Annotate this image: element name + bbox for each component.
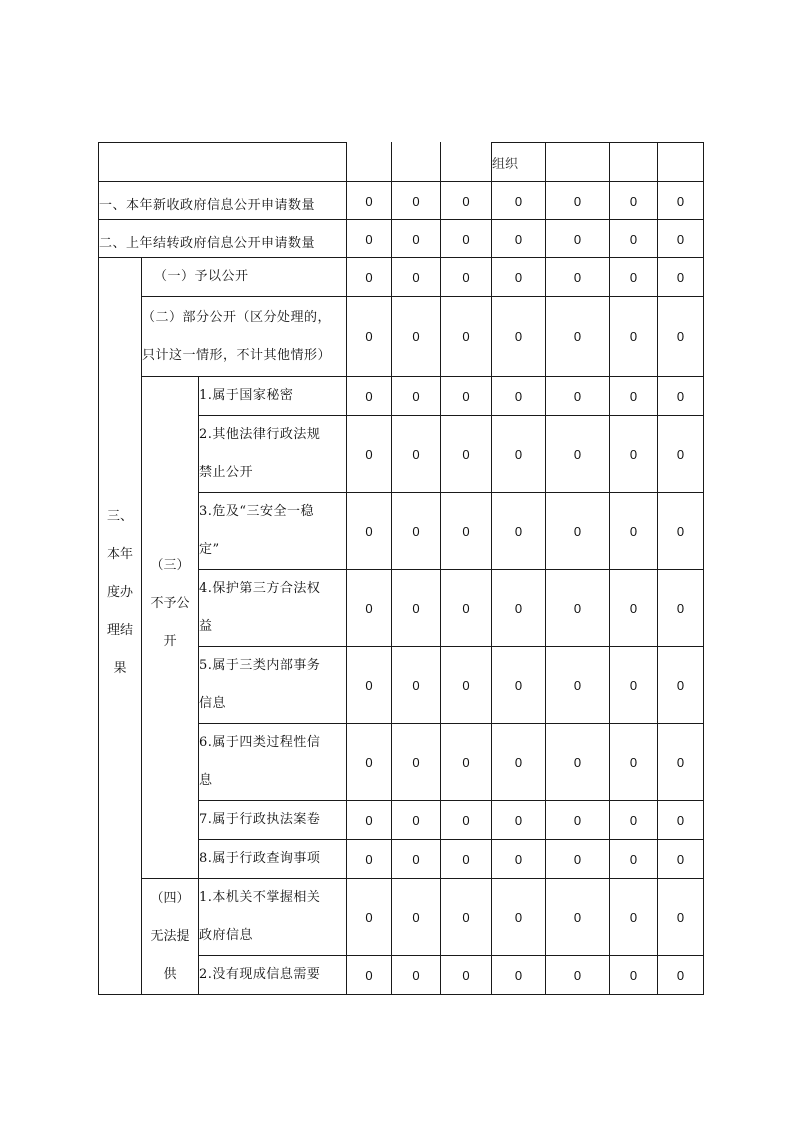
value-cell: 0	[441, 840, 492, 879]
value-cell: 0	[347, 724, 392, 801]
text-line: （四）	[150, 890, 190, 906]
text-line: 开	[163, 634, 177, 649]
text-line: 供	[163, 966, 177, 982]
text-line: 不予公	[150, 596, 190, 611]
table-row	[99, 220, 704, 258]
value-cell: 0	[610, 647, 658, 724]
value-cell: 0	[441, 879, 492, 956]
not-open-item-label	[199, 493, 347, 570]
value-cell: 0	[546, 956, 610, 995]
table-row	[99, 258, 704, 297]
value-cell: 0	[546, 493, 610, 570]
value-cell: 0	[492, 724, 546, 801]
value-cell: 0	[610, 493, 658, 570]
value-cell: 0	[610, 258, 658, 297]
value-cell: 0	[546, 377, 610, 416]
value-cell: 0	[347, 297, 392, 377]
value-cell: 0	[610, 377, 658, 416]
not-open-item-label	[199, 377, 347, 416]
value-cell: 0	[658, 258, 704, 297]
column-header	[392, 143, 441, 182]
value-cell: 0	[492, 493, 546, 570]
text-line: 只计这一情形，不计其他情形）	[142, 347, 332, 363]
text-line: 1.属于国家秘密	[199, 388, 294, 403]
value-cell: 0	[546, 801, 610, 840]
text-line: 无法提	[150, 928, 190, 944]
value-cell: 0	[658, 416, 704, 493]
value-cell: 0	[610, 840, 658, 879]
value-cell: 0	[347, 956, 392, 995]
text-line: 度办	[106, 585, 133, 600]
value-cell: 0	[441, 801, 492, 840]
value-cell: 0	[392, 377, 441, 416]
value-cell: 0	[392, 801, 441, 840]
value-cell: 0	[347, 801, 392, 840]
not-open-group-label	[142, 377, 199, 879]
value-cell: 0	[546, 570, 610, 647]
value-cell: 0	[347, 377, 392, 416]
text-line: 息	[199, 773, 213, 788]
value-cell: 0	[658, 801, 704, 840]
value-cell: 0	[658, 182, 704, 220]
not-open-item-label	[199, 724, 347, 801]
value-cell: 0	[392, 724, 441, 801]
value-cell: 0	[658, 377, 704, 416]
section3-title	[99, 258, 142, 995]
open-label: （一）予以公开	[142, 258, 347, 297]
value-cell: 0	[546, 647, 610, 724]
value-cell: 0	[492, 220, 546, 258]
row-label: 二、上年结转政府信息公开申请数量	[99, 220, 347, 258]
value-cell: 0	[658, 297, 704, 377]
column-header: 组织	[492, 143, 546, 182]
value-cell: 0	[658, 956, 704, 995]
text-line: 果	[113, 661, 127, 676]
value-cell: 0	[658, 220, 704, 258]
value-cell: 0	[610, 570, 658, 647]
cannot-provide-item-label	[199, 956, 347, 995]
text-line: （二）部分公开（区分处理的，	[142, 309, 332, 325]
text-line: 益	[199, 619, 213, 634]
value-cell: 0	[392, 297, 441, 377]
value-cell: 0	[347, 840, 392, 879]
value-cell: 0	[610, 182, 658, 220]
value-cell: 0	[492, 377, 546, 416]
not-open-item-label	[199, 801, 347, 840]
cannot-provide-item-label	[199, 879, 347, 956]
value-cell: 0	[441, 724, 492, 801]
text-line: 3.危及“三安全一稳	[199, 504, 315, 519]
text-line: 本年	[106, 547, 133, 562]
value-cell: 0	[546, 879, 610, 956]
text-line: 6.属于四类过程性信	[199, 735, 321, 750]
text-line: 三、	[106, 509, 133, 524]
value-cell: 0	[658, 840, 704, 879]
value-cell: 0	[492, 840, 546, 879]
value-cell: 0	[392, 879, 441, 956]
value-cell: 0	[610, 220, 658, 258]
value-cell: 0	[392, 647, 441, 724]
value-cell: 0	[610, 297, 658, 377]
value-cell: 0	[658, 647, 704, 724]
value-cell: 0	[392, 182, 441, 220]
value-cell: 0	[347, 570, 392, 647]
value-cell: 0	[441, 220, 492, 258]
value-cell: 0	[546, 840, 610, 879]
value-cell: 0	[347, 493, 392, 570]
value-cell: 0	[441, 956, 492, 995]
value-cell: 0	[392, 493, 441, 570]
value-cell: 0	[441, 493, 492, 570]
text-line: 8.属于行政查询事项	[199, 851, 321, 866]
value-cell: 0	[610, 801, 658, 840]
value-cell: 0	[658, 724, 704, 801]
not-open-item-label	[199, 570, 347, 647]
value-cell: 0	[441, 258, 492, 297]
value-cell: 0	[610, 879, 658, 956]
text-line: 7.属于行政执法案卷	[199, 812, 321, 827]
value-cell: 0	[347, 220, 392, 258]
value-cell: 0	[492, 258, 546, 297]
text-line: （三）	[150, 558, 190, 573]
value-cell: 0	[492, 647, 546, 724]
text-line: 2.其他法律行政法规	[199, 427, 321, 442]
value-cell: 0	[347, 416, 392, 493]
value-cell: 0	[492, 297, 546, 377]
value-cell: 0	[658, 879, 704, 956]
value-cell: 0	[610, 956, 658, 995]
text-line: 4.保护第三方合法权	[199, 581, 321, 596]
text-line: 信息	[199, 696, 227, 711]
value-cell: 0	[610, 724, 658, 801]
column-header	[658, 143, 704, 182]
text-line: 理结	[106, 623, 133, 638]
value-cell: 0	[492, 416, 546, 493]
column-header	[441, 143, 492, 182]
value-cell: 0	[347, 879, 392, 956]
cannot-provide-group-label	[142, 879, 199, 995]
text-line: 政府信息	[199, 928, 254, 943]
value-cell: 0	[392, 258, 441, 297]
value-cell: 0	[347, 182, 392, 220]
value-cell: 0	[492, 801, 546, 840]
row-label: 一、本年新收政府信息公开申请数量	[99, 182, 347, 220]
table-row	[99, 297, 704, 377]
value-cell: 0	[441, 416, 492, 493]
column-header	[610, 143, 658, 182]
table-row	[99, 143, 704, 182]
value-cell: 0	[492, 956, 546, 995]
value-cell: 0	[392, 416, 441, 493]
header-label-cell	[99, 143, 347, 182]
value-cell: 0	[392, 570, 441, 647]
value-cell: 0	[392, 840, 441, 879]
value-cell: 0	[546, 297, 610, 377]
value-cell: 0	[546, 182, 610, 220]
partial-label	[142, 297, 347, 377]
value-cell: 0	[441, 297, 492, 377]
value-cell: 0	[492, 879, 546, 956]
value-cell: 0	[658, 570, 704, 647]
value-cell: 0	[492, 182, 546, 220]
text-line: 定”	[199, 542, 220, 557]
value-cell: 0	[441, 647, 492, 724]
value-cell: 0	[492, 570, 546, 647]
text-line: 1.本机关不掌握相关	[199, 890, 321, 905]
text-line: 2.没有现成信息需要	[199, 967, 321, 982]
value-cell: 0	[392, 956, 441, 995]
value-cell: 0	[392, 220, 441, 258]
value-cell: 0	[441, 182, 492, 220]
table-row	[99, 377, 704, 416]
table-row	[99, 879, 704, 956]
value-cell: 0	[546, 220, 610, 258]
value-cell: 0	[546, 258, 610, 297]
value-cell: 0	[441, 377, 492, 416]
not-open-item-label	[199, 416, 347, 493]
text-line: 5.属于三类内部事务	[199, 658, 321, 673]
not-open-item-label	[199, 840, 347, 879]
column-header	[347, 143, 392, 182]
value-cell: 0	[546, 416, 610, 493]
value-cell: 0	[658, 493, 704, 570]
value-cell: 0	[441, 570, 492, 647]
text-line: 禁止公开	[199, 465, 254, 480]
value-cell: 0	[347, 647, 392, 724]
value-cell: 0	[610, 416, 658, 493]
table-row	[99, 182, 704, 220]
statistics-table	[98, 142, 704, 995]
value-cell: 0	[546, 724, 610, 801]
not-open-item-label	[199, 647, 347, 724]
value-cell: 0	[347, 258, 392, 297]
column-header	[546, 143, 610, 182]
